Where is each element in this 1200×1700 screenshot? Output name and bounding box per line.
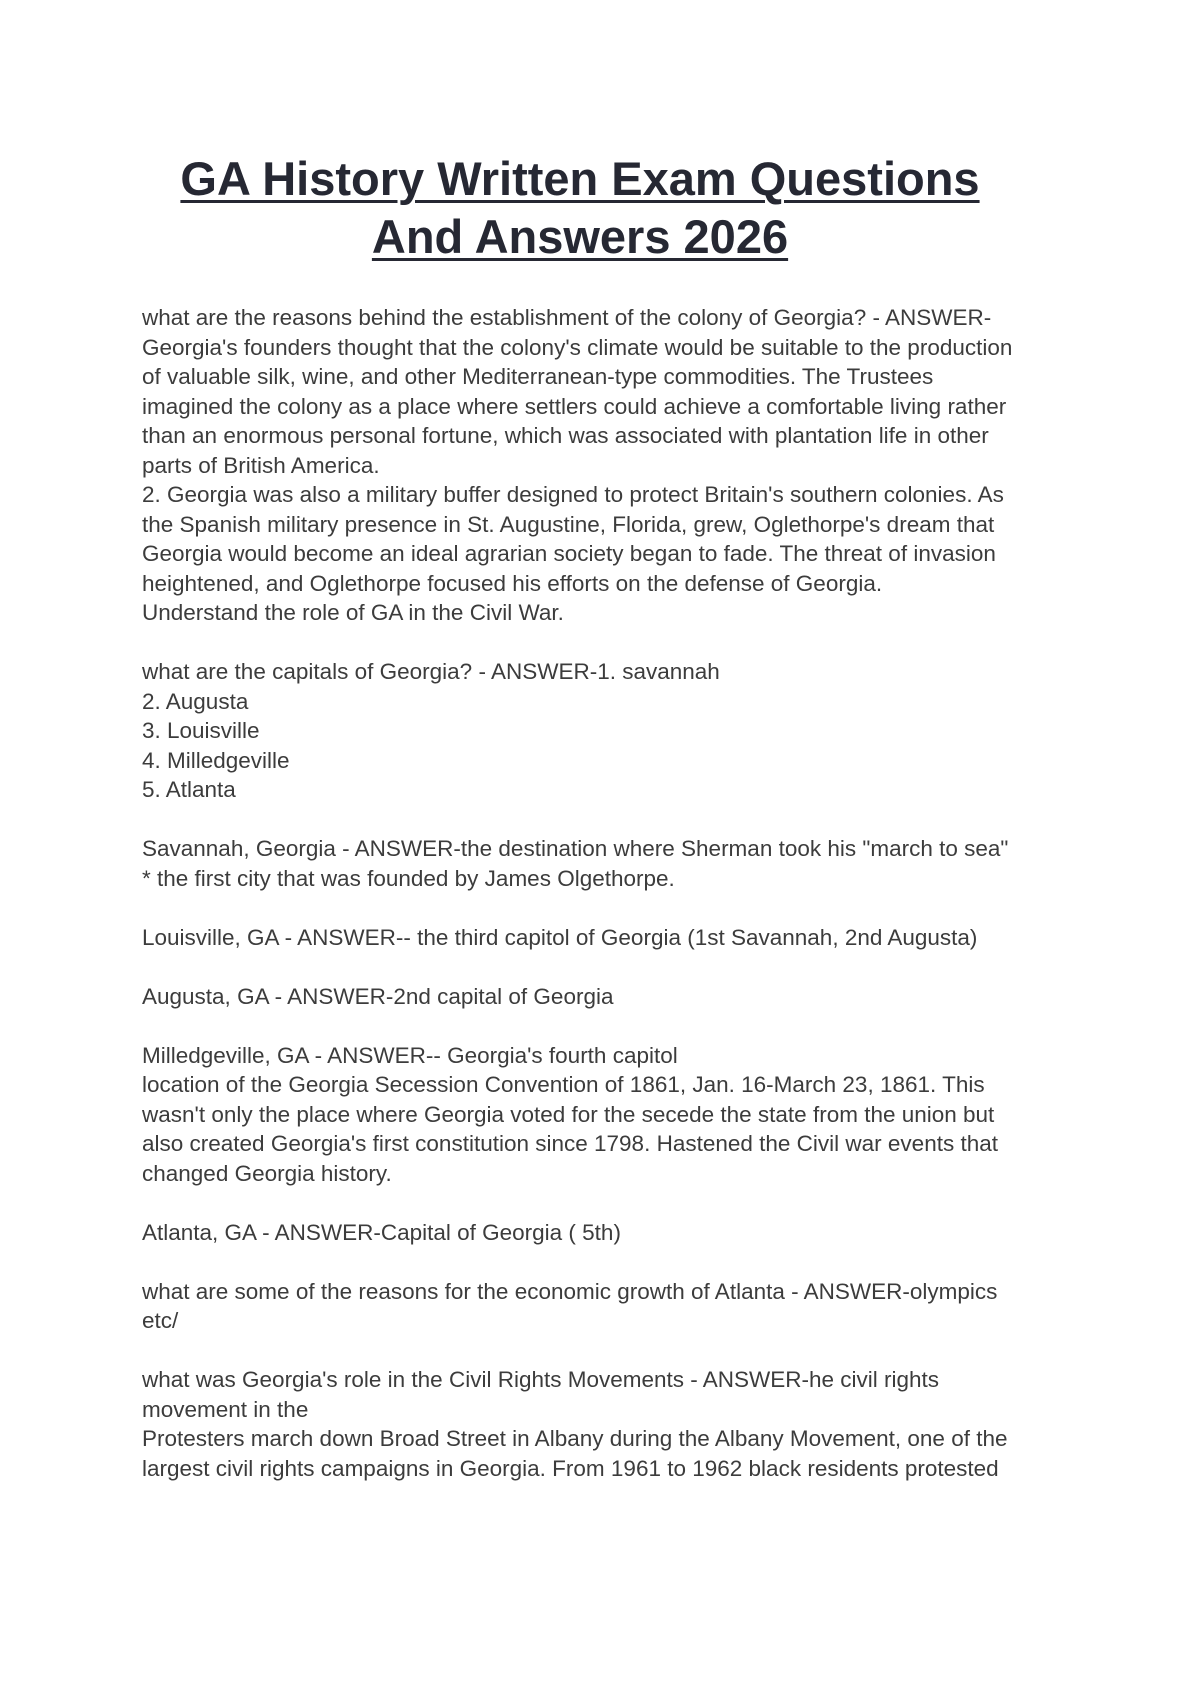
title-line-1: GA History Written Exam Questions — [180, 152, 980, 205]
text-line: wasn't only the place where Georgia voted for the secede the state from the union but — [142, 1101, 995, 1127]
text-line: parts of British America. — [142, 452, 380, 478]
text-line: the Spanish military presence in St. Augustine, Florida, grew, Oglethorpe's dream that — [142, 511, 995, 537]
text-line: 2. Augusta — [142, 688, 249, 714]
qa-block — [142, 303, 1072, 628]
text-line: Atlanta, GA - ANSWER-Capital of Georgia ( 5th) — [142, 1219, 621, 1245]
text-line: imagined the colony as a place where settlers could achieve a comfortable living rather — [142, 393, 1007, 419]
qa-block — [142, 982, 1072, 1012]
text-line: largest civil rights campaigns in Georgia. From 1961 to 1962 black residents protested — [142, 1455, 999, 1481]
text-line: than an enormous personal fortune, which was associated with plantation life in other — [142, 423, 989, 448]
qa-block — [142, 1277, 1072, 1336]
document-title — [120, 150, 1040, 266]
text-line: Milledgeville, GA - ANSWER-- Georgia's fourth capitol — [142, 1042, 678, 1068]
text-line: * the first city that was founded by James Olgethorpe. — [142, 865, 675, 891]
text-line: Augusta, GA - ANSWER-2nd capital of Georgia — [142, 983, 614, 1009]
text-line: movement in the — [142, 1396, 309, 1422]
text-line: of valuable silk, wine, and other Mediterranean-type commodities. The Trustees — [142, 364, 934, 389]
document-body — [142, 303, 1072, 1513]
qa-block — [142, 1365, 1072, 1483]
text-line: etc/ — [142, 1308, 179, 1333]
qa-block — [142, 1041, 1072, 1189]
text-line: Protesters march down Broad Street in Albany during the Albany Movement, one of the — [142, 1426, 1008, 1451]
text-line: location of the Georgia Secession Convention of 1861, Jan. 16-March 23, 1861. This — [142, 1072, 985, 1097]
text-line: also created Georgia's first constitution since 1798. Hastened the Civil war events that — [142, 1131, 998, 1156]
qa-block — [142, 923, 1072, 953]
text-line: 4. Milledgeville — [142, 747, 290, 773]
qa-block — [142, 657, 1072, 805]
text-line: Georgia would become an ideal agrarian society began to fade. The threat of invasion — [142, 541, 996, 566]
text-line: heightened, and Oglethorpe focused his efforts on the defense of Georgia. — [142, 570, 883, 596]
text-line: 2. Georgia was also a military buffer designed to protect Britain's southern colonies. As — [142, 482, 1004, 507]
text-line: Louisville, GA - ANSWER-- the third capitol of Georgia (1st Savannah, 2nd Augusta) — [142, 924, 978, 950]
text-line: changed Georgia history. — [142, 1160, 392, 1186]
qa-block — [142, 1218, 1072, 1248]
text-line: Georgia's founders thought that the colony's climate would be suitable to the production — [142, 334, 1013, 360]
text-line: Savannah, Georgia - ANSWER-the destination where Sherman took his "march to sea" — [142, 836, 1009, 861]
text-line: Understand the role of GA in the Civil War. — [142, 600, 564, 625]
text-line: what was Georgia's role in the Civil Rights Movements - ANSWER-he civil rights — [142, 1367, 940, 1392]
text-line: what are the capitals of Georgia? - ANSWER-1. savannah — [142, 659, 720, 684]
qa-block — [142, 834, 1072, 893]
text-line: what are some of the reasons for the economic growth of Atlanta - ANSWER-olympics — [142, 1278, 998, 1304]
text-line: 3. Louisville — [142, 718, 260, 743]
text-line: 5. Atlanta — [142, 777, 236, 802]
title-line-2: And Answers 2026 — [371, 210, 789, 263]
text-line: what are the reasons behind the establishment of the colony of Georgia? - ANSWER- — [142, 305, 992, 330]
